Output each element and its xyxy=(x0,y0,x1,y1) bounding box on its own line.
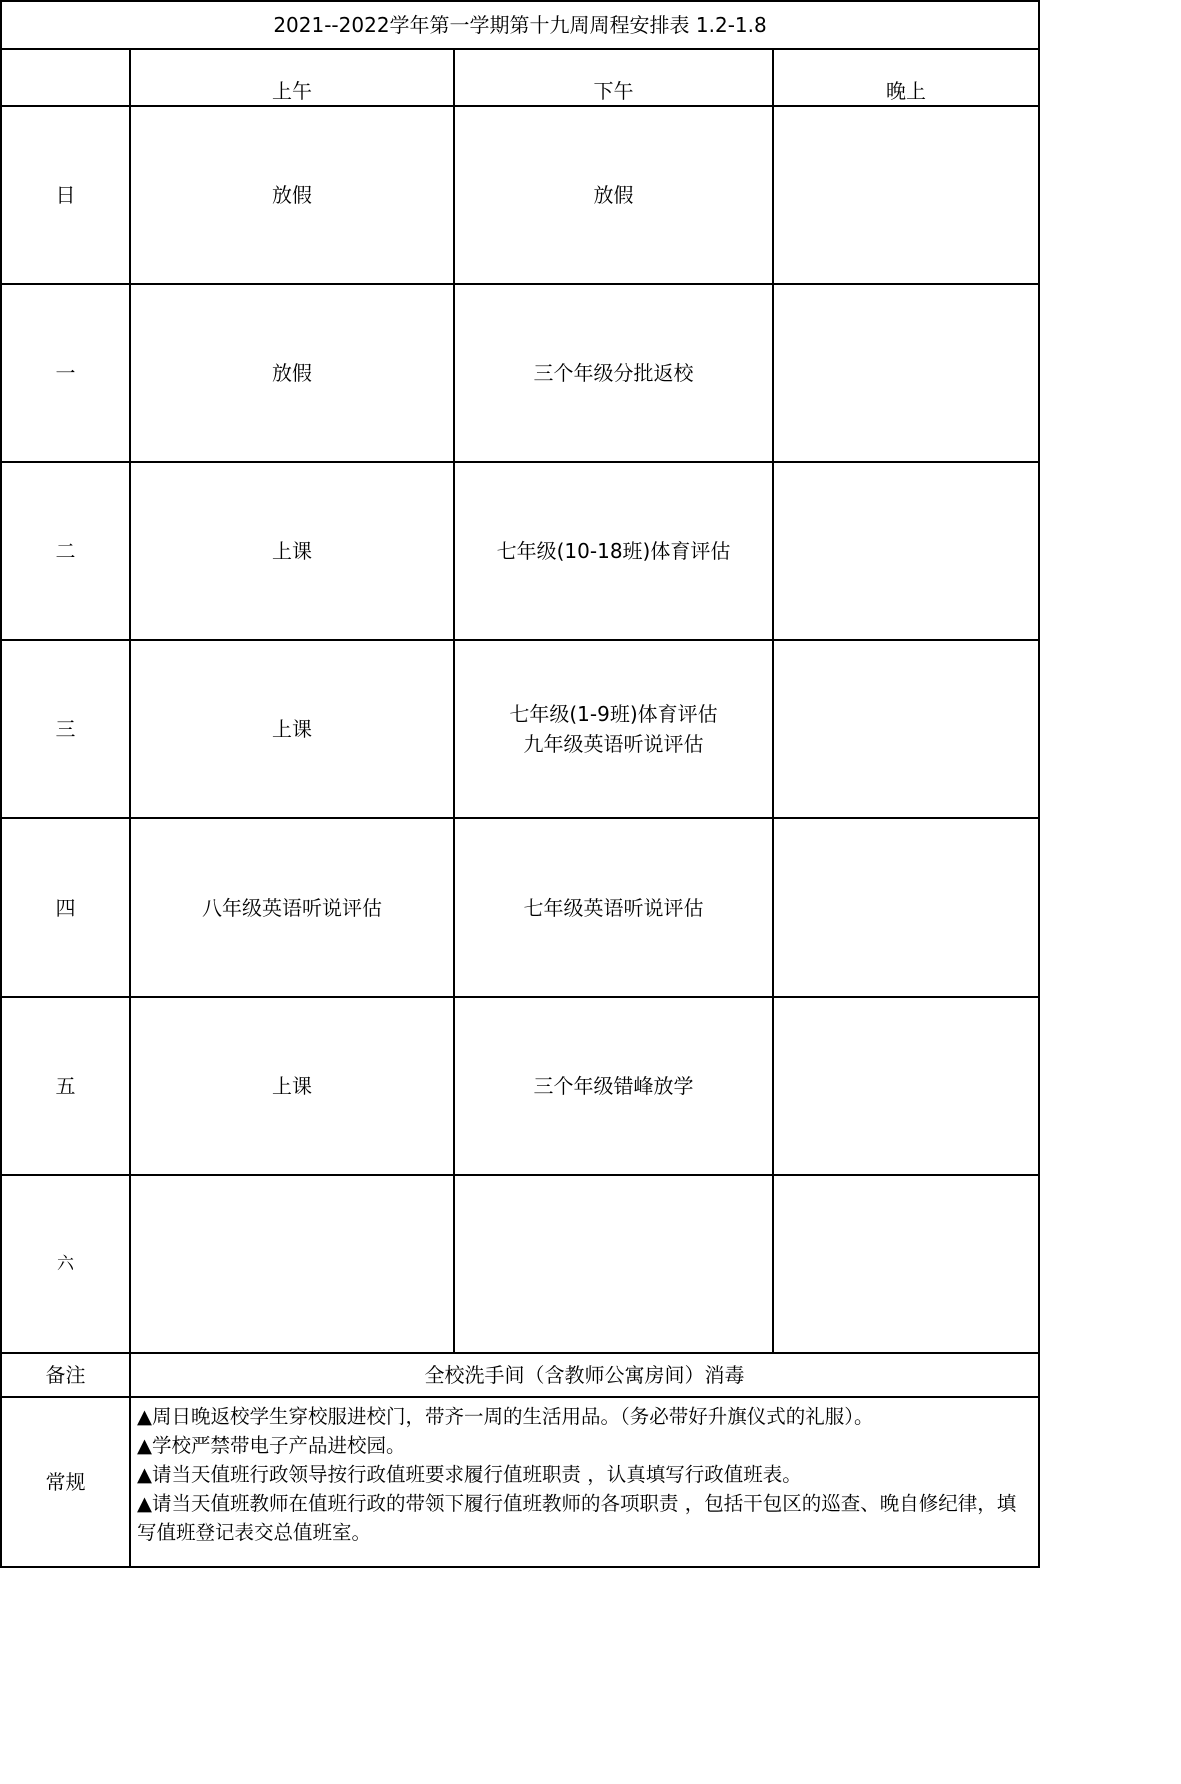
day-row-thursday xyxy=(1,818,1039,996)
afternoon-text: 七年级(10-18班)体育评估 xyxy=(496,539,731,564)
day-label: 五 xyxy=(1,997,130,1175)
morning-text: 上课 xyxy=(272,539,312,564)
morning-text: 上课 xyxy=(272,1073,312,1098)
routine-note: ▲周日晚返校学生穿校服进校门，带齐一周的生活用品。（务必带好升旗仪式的礼服）。 xyxy=(137,1404,874,1428)
morning-cell xyxy=(130,997,454,1175)
morning-cell xyxy=(130,1175,454,1353)
evening-cell xyxy=(773,284,1039,462)
morning-cell xyxy=(130,284,454,462)
routine-row xyxy=(1,1397,1039,1567)
day-row-friday xyxy=(1,997,1039,1175)
day-label: 三 xyxy=(1,640,130,818)
day-label: 四 xyxy=(1,818,130,996)
day-row-monday xyxy=(1,284,1039,462)
evening-cell xyxy=(773,462,1039,640)
routine-label: 常规 xyxy=(1,1397,130,1567)
day-row-wednesday xyxy=(1,640,1039,818)
day-label: 二 xyxy=(1,462,130,640)
afternoon-cell xyxy=(454,106,773,284)
header-row xyxy=(1,49,1039,106)
afternoon-cell xyxy=(454,462,773,640)
day-label: 日 xyxy=(1,106,130,284)
day-label: 六 xyxy=(1,1175,130,1353)
day-label: 一 xyxy=(1,284,130,462)
afternoon-cell xyxy=(454,284,773,462)
afternoon-cell xyxy=(454,640,773,818)
morning-cell xyxy=(130,640,454,818)
header-afternoon: 下午 xyxy=(454,49,773,106)
remarks-row xyxy=(1,1353,1039,1397)
routine-note: ▲请当天值班行政领导按行政值班要求履行值班职责 ，认真填写行政值班表。 xyxy=(137,1462,802,1486)
day-row-tuesday xyxy=(1,462,1039,640)
afternoon-cell xyxy=(454,997,773,1175)
evening-cell xyxy=(773,640,1039,818)
evening-cell xyxy=(773,1175,1039,1353)
header-corner xyxy=(1,49,130,106)
title-row xyxy=(1,1,1039,49)
morning-text: 上课 xyxy=(272,717,312,742)
afternoon-text: 七年级英语听说评估 xyxy=(523,895,704,920)
header-morning: 上午 xyxy=(130,49,454,106)
routine-note: ▲请当天值班教师在值班行政的带领下履行值班教师的各项职责 ，包括干包区的巡查、晚自修纪律，填写值班登记表交总值班室。 xyxy=(137,1491,1017,1544)
evening-cell xyxy=(773,818,1039,996)
header-evening: 晚上 xyxy=(773,49,1039,106)
afternoon-cell xyxy=(454,1175,773,1353)
remarks-label: 备注 xyxy=(1,1353,130,1397)
morning-cell xyxy=(130,818,454,996)
remarks-text: 全校洗手间（含教师公寓房间）消毒 xyxy=(130,1353,1039,1397)
morning-text: 放假 xyxy=(272,361,312,386)
schedule-title: 2021--2022学年第一学期第十九周周程安排表 1.2-1.8 xyxy=(1,1,1039,49)
day-row-sunday xyxy=(1,106,1039,284)
routine-note: ▲学校严禁带电子产品进校园。 xyxy=(137,1433,406,1457)
afternoon-text: 放假 xyxy=(593,183,634,208)
day-row-saturday xyxy=(1,1175,1039,1353)
evening-cell xyxy=(773,997,1039,1175)
afternoon-text: 七年级(1-9班)体育评估 xyxy=(509,702,718,727)
morning-cell xyxy=(130,462,454,640)
routine-notes xyxy=(130,1397,1039,1567)
morning-cell xyxy=(130,106,454,284)
afternoon-text: 九年级英语听说评估 xyxy=(523,732,704,757)
morning-text: 放假 xyxy=(272,183,312,208)
afternoon-text: 三个年级分批返校 xyxy=(533,361,694,386)
evening-cell xyxy=(773,106,1039,284)
afternoon-cell xyxy=(454,818,773,996)
afternoon-text: 三个年级错峰放学 xyxy=(533,1073,694,1098)
morning-text: 八年级英语听说评估 xyxy=(202,895,382,920)
